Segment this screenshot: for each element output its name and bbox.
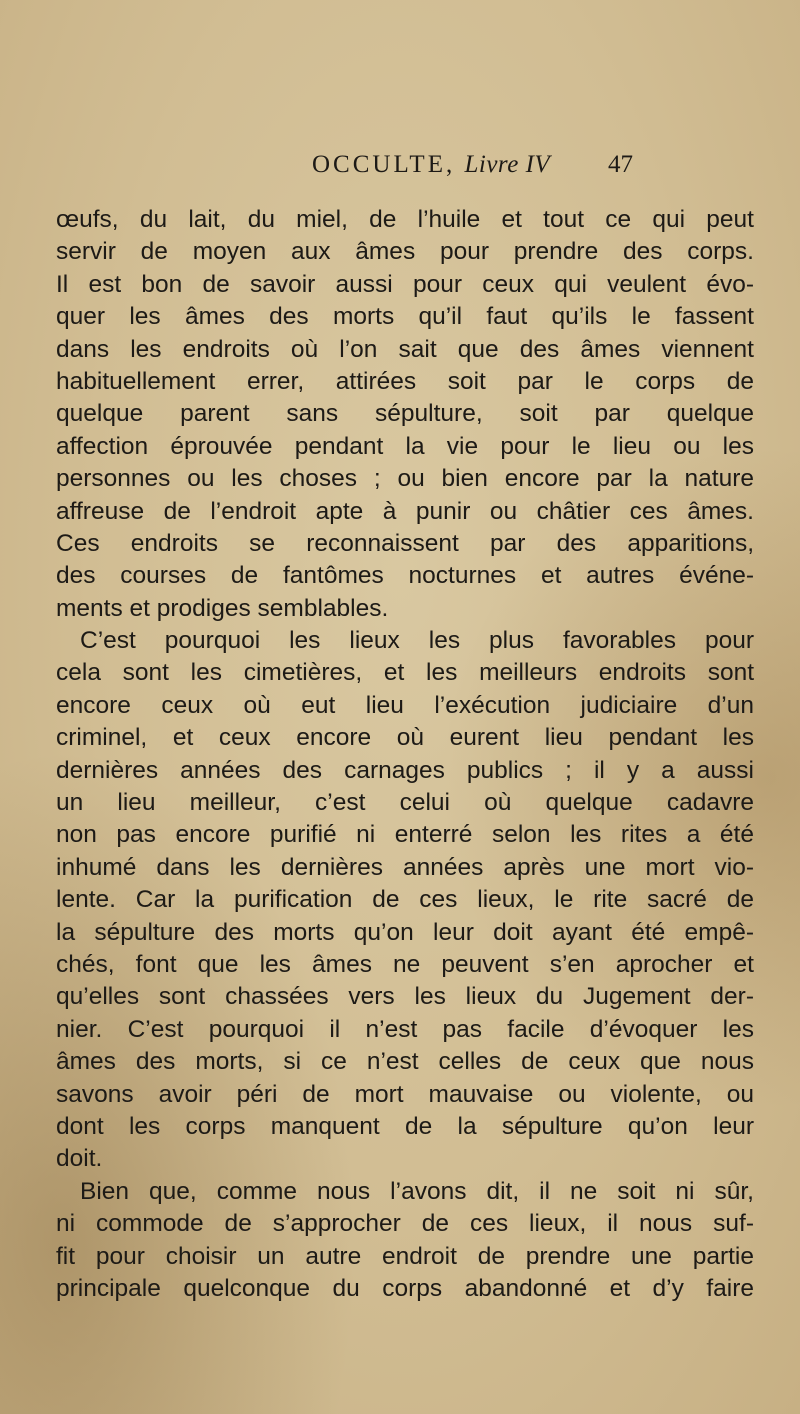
text-line: âmes des morts, si ce n’est celles de ceux que nous bbox=[56, 1048, 754, 1076]
body-text bbox=[56, 204, 754, 1305]
text-line: des courses de fantômes nocturnes et autres événe- bbox=[56, 562, 754, 590]
text-line: non pas encore purifié ni enterré selon les rites a été bbox=[56, 821, 754, 849]
text-line: fit pour choisir un autre endroit de prendre une partie bbox=[56, 1242, 754, 1270]
text-line: dernières années des carnages publics ; il y a aussi bbox=[56, 756, 754, 784]
text-line: dont les corps manquent de la sépulture qu’on leur bbox=[56, 1112, 754, 1140]
text-line: personnes ou les choses ; ou bien encore par la nature bbox=[56, 465, 754, 493]
text-line: nier. C’est pourquoi il n’est pas facile d’évoquer les bbox=[56, 1015, 754, 1043]
text-line: cela sont les cimetières, et les meilleurs endroits sont bbox=[56, 659, 754, 687]
text-line: affreuse de l’endroit apte à punir ou châtier ces âmes. bbox=[56, 497, 754, 525]
running-head-title: OCCULTE, bbox=[312, 151, 456, 178]
text-line: quer les âmes des morts qu’il faut qu’ils le fassent bbox=[56, 303, 754, 331]
text-line: habituellement errer, attirées soit par le corps de bbox=[56, 367, 754, 395]
text-line: servir de moyen aux âmes pour prendre des corps. bbox=[56, 238, 754, 266]
text-line: principale quelconque du corps abandonné et d’y faire bbox=[56, 1274, 754, 1302]
text-line: ni commode de s’approcher de ces lieux, il nous suf- bbox=[56, 1210, 754, 1238]
text-line: C’est pourquoi les lieux les plus favorables pour bbox=[80, 627, 754, 655]
text-line: encore ceux où eut lieu l’exécution judiciaire d’un bbox=[56, 691, 754, 719]
text-line: la sépulture des morts qu’on leur doit ayant été empê- bbox=[56, 918, 754, 946]
running-head-book: Livre IV bbox=[464, 151, 551, 178]
text-line: œufs, du lait, du miel, de l’huile et tout ce qui peut bbox=[56, 206, 754, 233]
text-line: savons avoir péri de mort mauvaise ou violente, ou bbox=[56, 1080, 754, 1108]
page-number: 47 bbox=[608, 151, 633, 178]
text-line: quelque parent sans sépulture, soit par quelque bbox=[56, 400, 754, 428]
text-line: criminel, et ceux encore où eurent lieu pendant les bbox=[56, 724, 754, 752]
text-line: Bien que, comme nous l’avons dit, il ne soit ni sûr, bbox=[80, 1177, 754, 1205]
text-line: inhumé dans les dernières années après une mort vio- bbox=[56, 853, 754, 881]
text-line: Il est bon de savoir aussi pour ceux qui veulent évo- bbox=[56, 270, 754, 298]
text-line: chés, font que les âmes ne peuvent s’en aprocher et bbox=[56, 950, 754, 978]
text-line: lente. Car la purification de ces lieux, le rite sacré de bbox=[56, 886, 754, 914]
text-line: qu’elles sont chassées vers les lieux du Jugement der- bbox=[56, 983, 754, 1011]
text-line: un lieu meilleur, c’est celui où quelque cadavre bbox=[56, 789, 754, 817]
text-line: Ces endroits se reconnaissent par des apparitions, bbox=[56, 529, 754, 557]
running-head bbox=[312, 151, 550, 179]
text-line: ments et prodiges semblables. bbox=[56, 594, 389, 622]
text-line: dans les endroits où l’on sait que des âmes viennent bbox=[56, 335, 754, 363]
text-line: doit. bbox=[56, 1145, 103, 1173]
text-line: affection éprouvée pendant la vie pour le lieu ou les bbox=[56, 432, 754, 460]
